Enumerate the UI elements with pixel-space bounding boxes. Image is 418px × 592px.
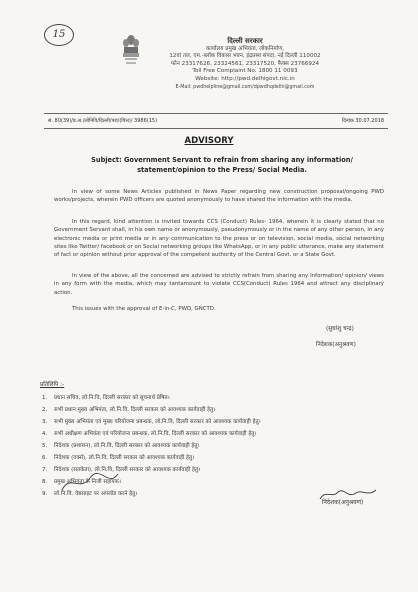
letterhead-toll-free: Toll Free Complaint No. 1800 11 0093 bbox=[192, 68, 298, 75]
list-item-text: प्रधान सचिव, लो.नि.वि, दिल्ली सरकार को सूचनार्थ प्रेषित। bbox=[54, 395, 170, 401]
paragraph-3-text: In view of the above, all the concerned are advised to strictly refrain from sharing any Information/ opinion/ views in any form with the media, which may tantamount to violate CCS(Conduct) Rules 1964 and attract any disciplinary action. bbox=[54, 273, 384, 296]
list-item bbox=[42, 440, 261, 452]
signatory-designation: निदेशक(अनुश्रवण) bbox=[316, 342, 356, 348]
list-item-number: 7. bbox=[42, 467, 48, 473]
copy-to-heading: प्रतिलिपि :- bbox=[40, 382, 65, 388]
letterhead-email: E-Mail: pwdhelpline@gmail.com/dpwdhqdelhi@gmail.com bbox=[175, 84, 315, 90]
list-item-number: 4. bbox=[42, 431, 48, 437]
list-item-number: 5. bbox=[42, 443, 48, 449]
national-emblem-icon bbox=[120, 34, 142, 70]
list-item-number: 6. bbox=[42, 455, 48, 461]
paragraph-2 bbox=[54, 218, 384, 259]
paragraph-2-text: In this regard, kind attention is invited towards CCS (Conduct) Rules- 1964, wherein it is clearly stated that no Government Servant shall, in his own name or anonymously, pseudonymously or in the name of any other person, in any electronic media or print media or in any communication to the press or on television, social media, social networking sites like Twitter/ facebook or on Social networking groups like WhatsApp, or in any public utterance, make any statement of fact or opinion without prior approval of the competent authority of the Central Govt. or a State Govt. bbox=[54, 219, 384, 259]
signatory-name: (सुधांशु चन्द्र) bbox=[326, 326, 354, 332]
list-item-text: निदेशक (प्रशासन), लो.नि.वि, दिल्ली सरकार को आवश्यक कार्यवाही हेतु। bbox=[54, 443, 200, 449]
handwritten-page-number: 15 bbox=[44, 24, 74, 46]
list-item-number: 2. bbox=[42, 407, 48, 413]
list-item-text: सभी मुख्य अभियंता एवं मुख्य परियोजना प्रबन्धक, लो.नि.वि, दिल्ली सरकार को आवश्यक कार्यवाही हेतु। bbox=[54, 419, 261, 425]
list-item-number: 3. bbox=[42, 419, 48, 425]
handwritten-mark-icon bbox=[60, 470, 120, 494]
list-item-text: सभी प्रधान मुख्य अभियंता, लो.नि.वि, दिल्ली सरकार को आवश्यक कार्यवाही हेतु। bbox=[54, 407, 216, 413]
paragraph-3 bbox=[54, 272, 384, 297]
bottom-signature-designation: निदेशक(अनुश्रवण) bbox=[322, 499, 364, 506]
reference-number: सं. 80(39)/प्र.अ./लोनिवि/दिल्ली/परा/(वित्त)/ 3986(15) bbox=[48, 118, 158, 124]
list-item bbox=[42, 452, 261, 464]
list-item bbox=[42, 416, 261, 428]
list-item-text: निदेशक (सतर्कता), लो.नि.वि, दिल्ली सरकार को आवश्यक कार्यवाही हेतु। bbox=[54, 467, 201, 473]
list-item bbox=[42, 404, 261, 416]
list-item-text: निदेशक (वर्क्स), लो.नि.वि, दिल्ली सरकार को आवश्यक कार्यवाही हेतु। bbox=[54, 455, 195, 461]
advisory-title: ADVISORY bbox=[184, 136, 234, 146]
reference-bar bbox=[44, 113, 388, 129]
list-item bbox=[42, 392, 261, 404]
letterhead-address: 12वां तल, एम.-ब्लॉक विकास भवन, इंद्रप्रस्थ संपदा, नई दिल्ली 110002 bbox=[169, 53, 321, 60]
subject-line: Subject: Government Servant to refrain from sharing any information/ statement/opinion to the Press/ Social Media. bbox=[91, 156, 353, 174]
list-item-text: सभी अधीक्षण अभियंता एवं परियोजना प्रबन्धक, लो.नि.वि, दिल्ली सरकार को आवश्यक कार्यवाही हेतु। bbox=[54, 431, 257, 437]
paragraph-4 bbox=[54, 305, 384, 313]
letterhead-website: Website: http://pwd.delhigovt.nic.in bbox=[195, 75, 295, 82]
reference-date: दिनांक 30.07.2018 bbox=[341, 118, 384, 124]
paragraph-1-text: In view of some News Articles published in News Paper regarding new construction proposal/ongoing PWD works/projects, wherein PWD officers are quoted anonymously to have shared the information with the media. bbox=[54, 189, 384, 204]
list-item-number: 1. bbox=[42, 395, 48, 401]
list-item-number: 8. bbox=[42, 479, 48, 485]
letterhead-office: कार्यालय प्रमुख अभियंता, लोकनिर्माण, bbox=[206, 45, 284, 52]
letterhead-phone: फोन 23317626, 23324561, 23317520, फैक्स 23766924 bbox=[170, 60, 320, 67]
list-item-number: 9. bbox=[42, 491, 48, 497]
bottom-signature bbox=[318, 486, 378, 512]
list-item bbox=[42, 428, 261, 440]
letterhead bbox=[140, 38, 350, 91]
list-item-text: प्रमुख अभियंता के निजी सहायक। bbox=[54, 479, 121, 485]
paragraph-4-text: This issues with the approval of E-in-C, PWD, GNCTD. bbox=[72, 306, 216, 312]
letterhead-govt: दिल्ली सरकार bbox=[227, 37, 263, 45]
paragraph-1 bbox=[54, 188, 384, 205]
list-item-text: लो.नि.वि. वेबसाइट पर अपलोड करने हेतु। bbox=[54, 491, 138, 497]
